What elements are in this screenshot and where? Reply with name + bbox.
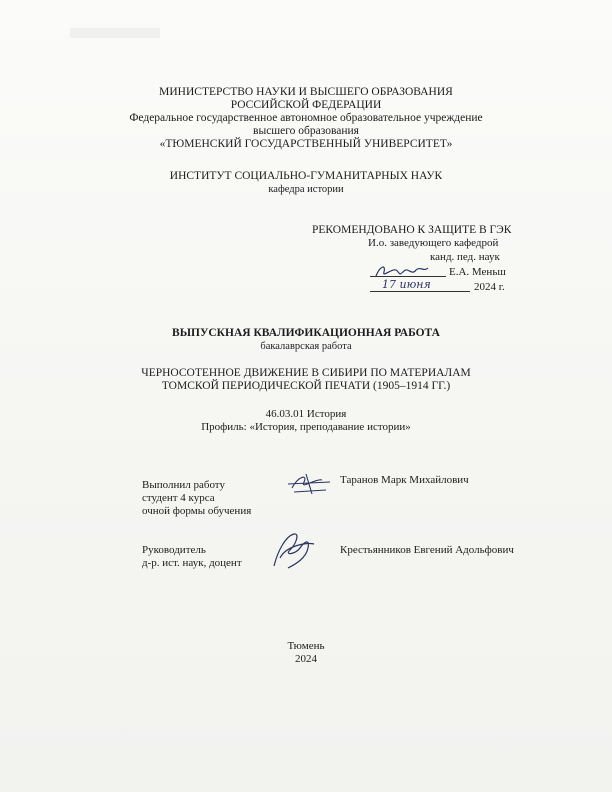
work-type: ВЫПУСКНАЯ КВАЛИФИКАЦИОННАЯ РАБОТА <box>172 327 440 339</box>
approval-title: РЕКОМЕНДОВАНО К ЗАЩИТЕ В ГЭК <box>312 224 512 236</box>
footer-city: Тюмень <box>287 640 325 652</box>
student-label-1: Выполнил работу <box>142 479 225 491</box>
ministry-line-1: МИНИСТЕРСТВО НАУКИ И ВЫСШЕГО ОБРАЗОВАНИЯ <box>159 86 453 98</box>
scan-artifact <box>70 28 160 38</box>
work-title-line-2: ТОМСКОЙ ПЕРИОДИЧЕСКОЙ ПЕЧАТИ (1905–1914 ГГ.) <box>161 380 451 392</box>
supervisor-name: Крестьянников Евгений Адольфович <box>340 544 514 556</box>
footer-year: 2024 <box>295 653 317 665</box>
student-signature <box>286 470 332 496</box>
work-subtype: бакалаврская работа <box>260 341 352 352</box>
institute-name: ИНСТИТУТ СОЦИАЛЬНО-ГУМАНИТАРНЫХ НАУК <box>169 170 443 182</box>
institution-line-1: Федеральное государственное автономное образовательное учреждение <box>129 112 483 124</box>
specialty-profile: Профиль: «История, преподавание истории» <box>201 421 411 433</box>
university-name: «ТЮМЕНСКИЙ ГОСУДАРСТВЕННЫЙ УНИВЕРСИТЕТ» <box>159 138 453 150</box>
approval-role: И.о. заведующего кафедрой <box>368 237 499 249</box>
supervisor-label-2: д-р. ист. наук, доцент <box>142 557 242 569</box>
work-title-line-1: ЧЕРНОСОТЕННОЕ ДВИЖЕНИЕ В СИБИРИ ПО МАТЕРИАЛАМ <box>141 367 471 379</box>
approval-date-line <box>370 291 470 292</box>
approval-handwritten-date: 17 июня <box>382 278 431 291</box>
approval-year: 2024 г. <box>474 281 505 293</box>
student-label-3: очной формы обучения <box>142 505 252 517</box>
department-name: кафедра истории <box>268 184 344 195</box>
student-label-2: студент 4 курса <box>142 492 215 504</box>
supervisor-label-1: Руководитель <box>142 544 206 556</box>
institution-line-2: высшего образования <box>253 125 359 137</box>
ministry-line-2: РОССИЙСКОЙ ФЕДЕРАЦИИ <box>230 99 382 111</box>
student-name: Таранов Марк Михайлович <box>340 474 469 486</box>
supervisor-signature <box>266 530 318 574</box>
specialty-code: 46.03.01 История <box>265 408 347 420</box>
approval-name: Е.А. Меньш <box>449 266 506 278</box>
approval-degree: канд. пед. наук <box>430 251 500 263</box>
